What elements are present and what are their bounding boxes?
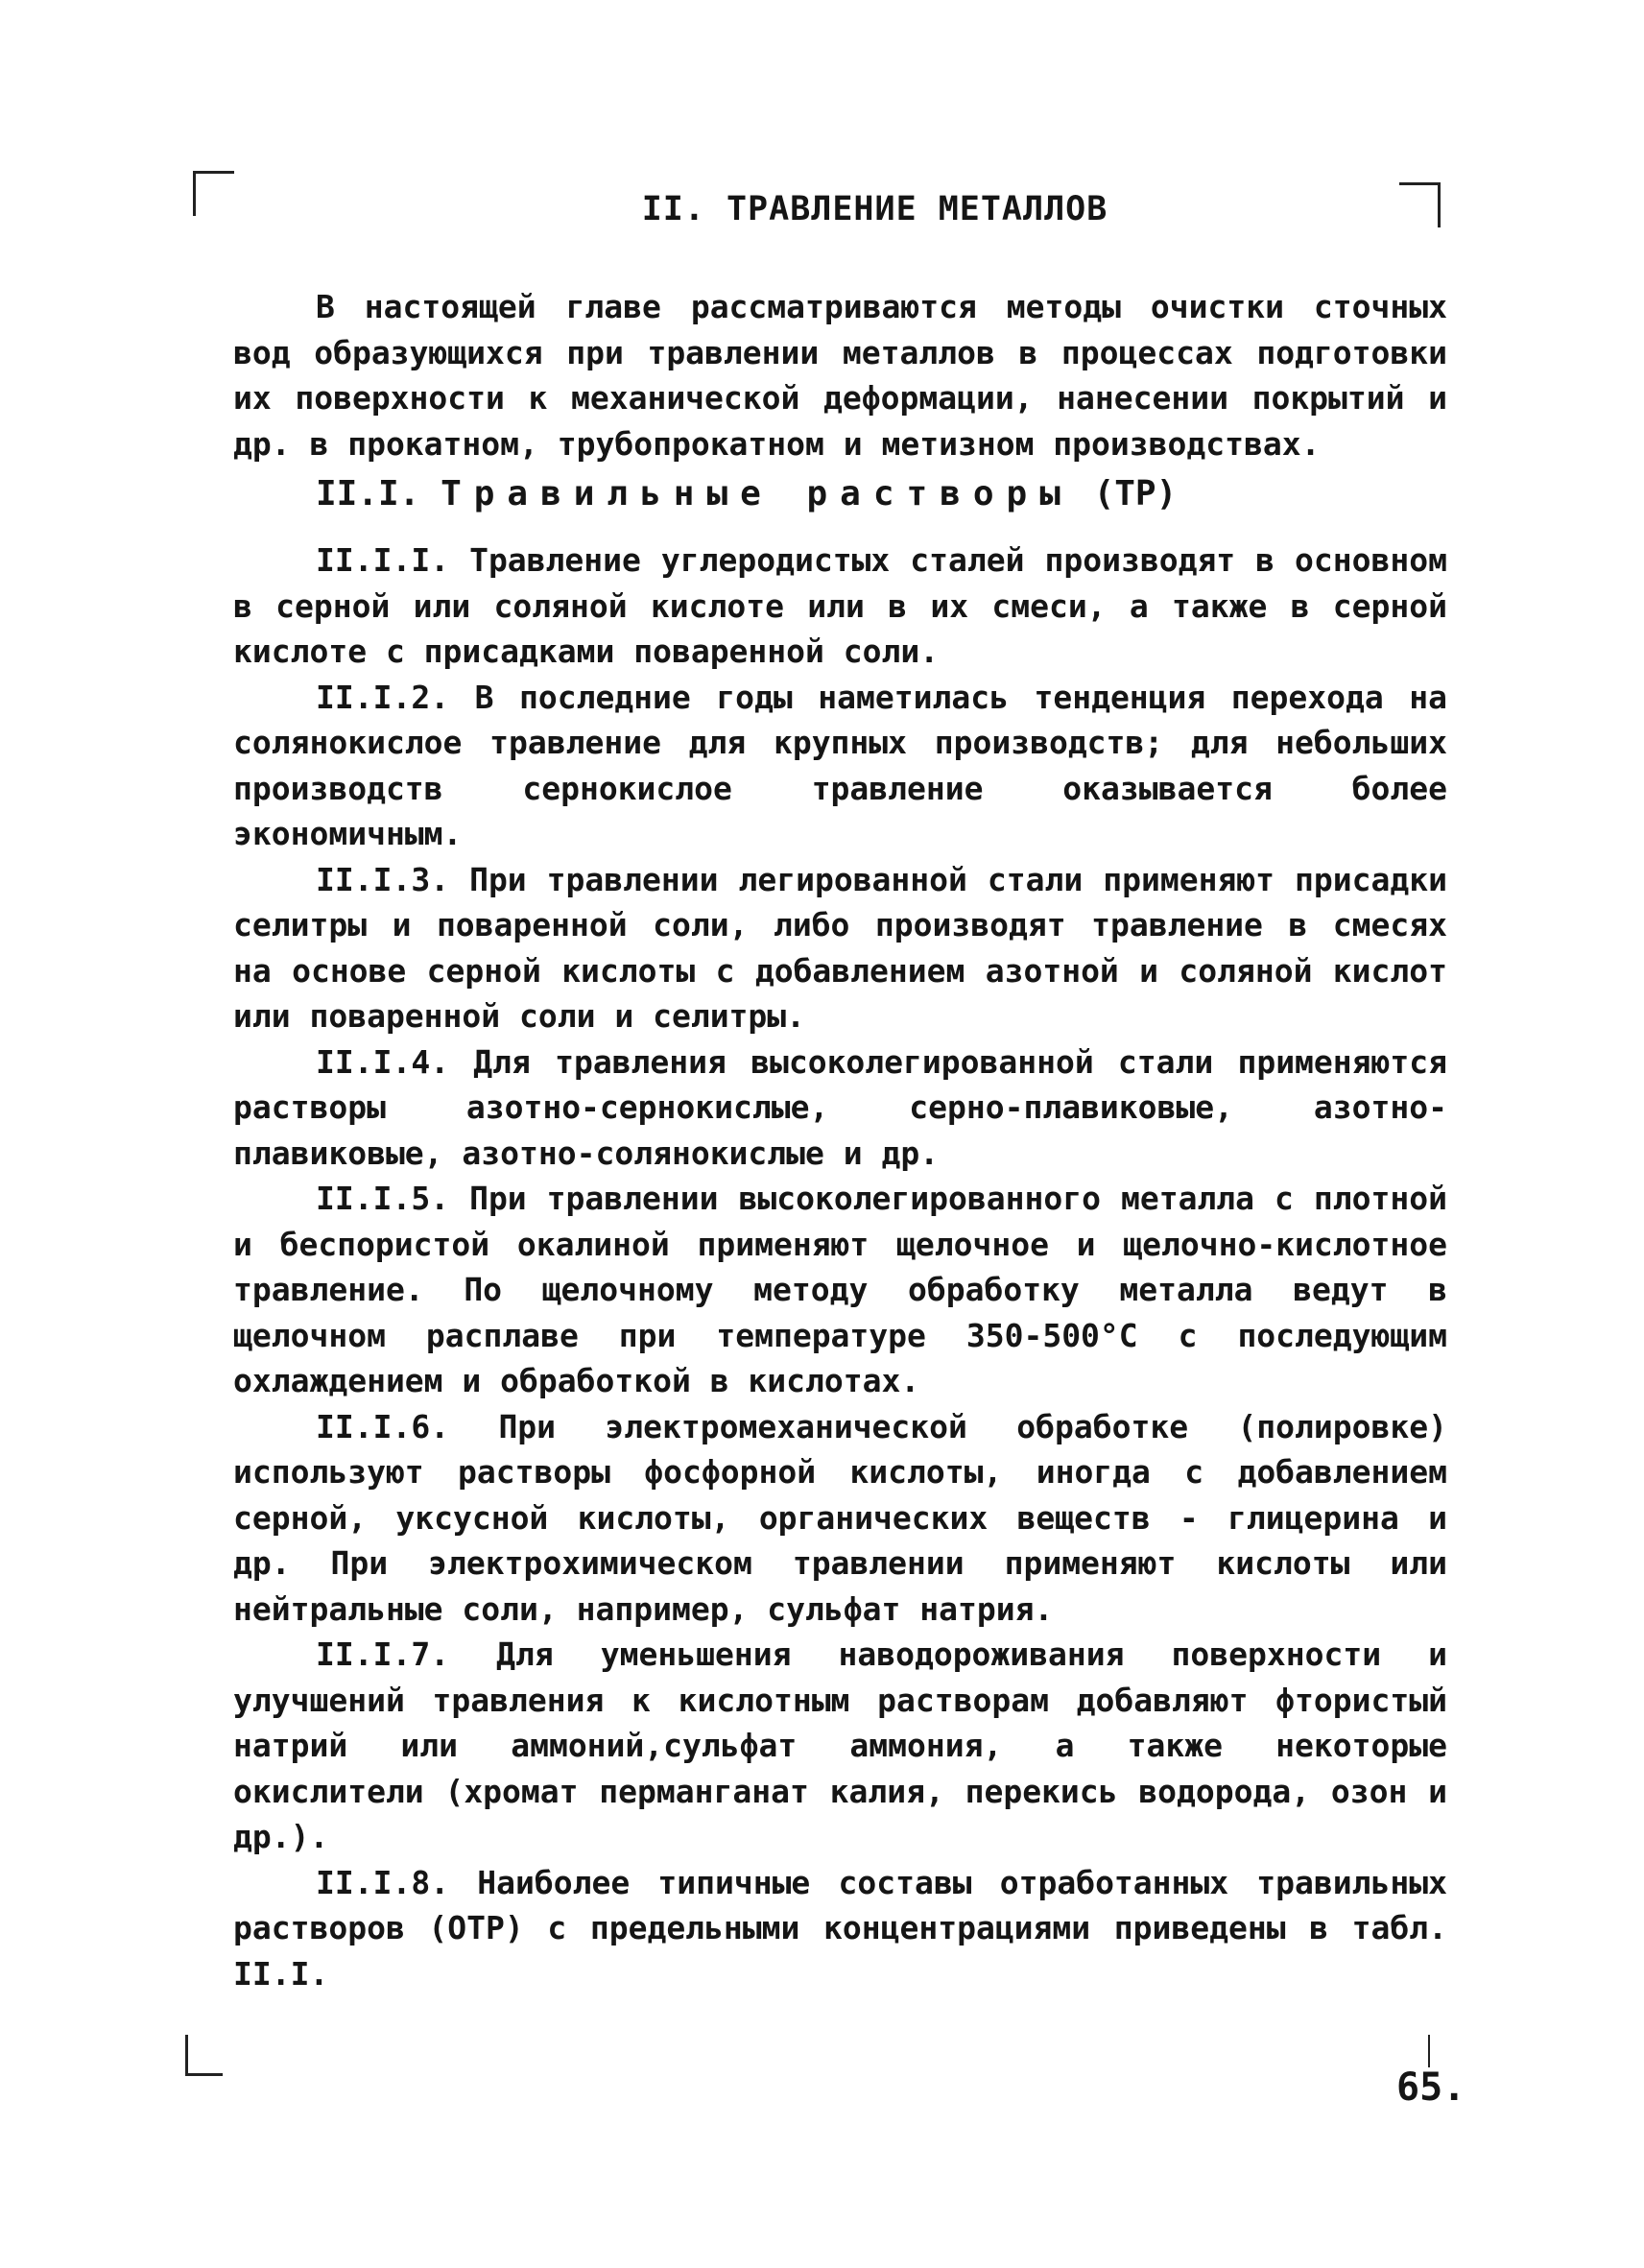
section-title: Травильные растворы	[441, 474, 1073, 513]
paragraph-8: II.I.8. Наиболее типичные составы отработанных травильных растворов (ОТР) с предельными концентрациями приведены в табл. II.I.	[233, 1863, 1447, 1993]
page-body	[233, 284, 1447, 1996]
paragraph-4: II.I.4. Для травления высоколегированной стали применяются растворы азотно-сернокислые, серно-плавиковые, азотно-плавиковые, азотно-солянокислые и др.	[233, 1042, 1447, 1172]
section-number: II.I.	[316, 474, 420, 513]
page-number: 65.	[1396, 2065, 1466, 2110]
paragraph-6: II.I.6. При электромеханической обработке (полировке) используют растворы фосфорной кислоты, иногда с добавлением серной, уксусной кислоты, органических веществ - глицерина и др. При электрохимическом травлении применяют кислоты или нейтральные соли, например, сульфат натрия.	[233, 1407, 1447, 1628]
paragraph-1: II.I.I. Травление углеродистых сталей производят в основном в серной или соляной кислоте или в их смеси, а также в серной кислоте с присадками поваренной соли.	[233, 541, 1447, 670]
corner-mark-bottom-left	[185, 2035, 223, 2076]
section-abbr: (ТР)	[1093, 474, 1178, 513]
chapter-title: II. ТРАВЛЕНИЕ МЕТАЛЛОВ	[641, 190, 1108, 228]
paragraph-3: II.I.3. При травлении легированной стали применяют присадки селитры и поваренной соли, либо производят травление в смесях на основе серной кислоты с добавлением азотной и соляной кислот или поваренной соли и селитры.	[233, 860, 1447, 1035]
paragraph-5: II.I.5. При травлении высоколегированного металла с плотной и беспористой окалиной применяют щелочное и щелочно-кислотное травление. По щелочному методу обработку металла ведут в щелочном расплаве при температуре 350-500°С с последующим охлаждением и обработкой в кислотах.	[233, 1180, 1447, 1399]
section-heading	[233, 466, 1447, 522]
corner-mark-bottom-right	[1428, 2035, 1436, 2067]
paragraph-2: II.I.2. В последние годы наметилась тенденция перехода на солянокислое травление для крупных производств; для небольших производств сернокислое травление оказывается более экономичным.	[233, 678, 1447, 852]
paragraph-7: II.I.7. Для уменьшения наводороживания поверхности и улучшений травления к кислотным растворам добавляют фтористый натрий или аммоний,сульфат аммония, а также некоторые окислители (хромат перманганат калия, перекись водорода, озон и др.).	[233, 1635, 1447, 1855]
intro-paragraph: В настоящей главе рассматриваются методы очистки сточных вод образующихся при травлении металлов в процессах подготовки их поверхности к механической деформации, нанесении покрытий и др. в прокатном, трубопрокатном и метизном производствах.	[233, 288, 1447, 463]
